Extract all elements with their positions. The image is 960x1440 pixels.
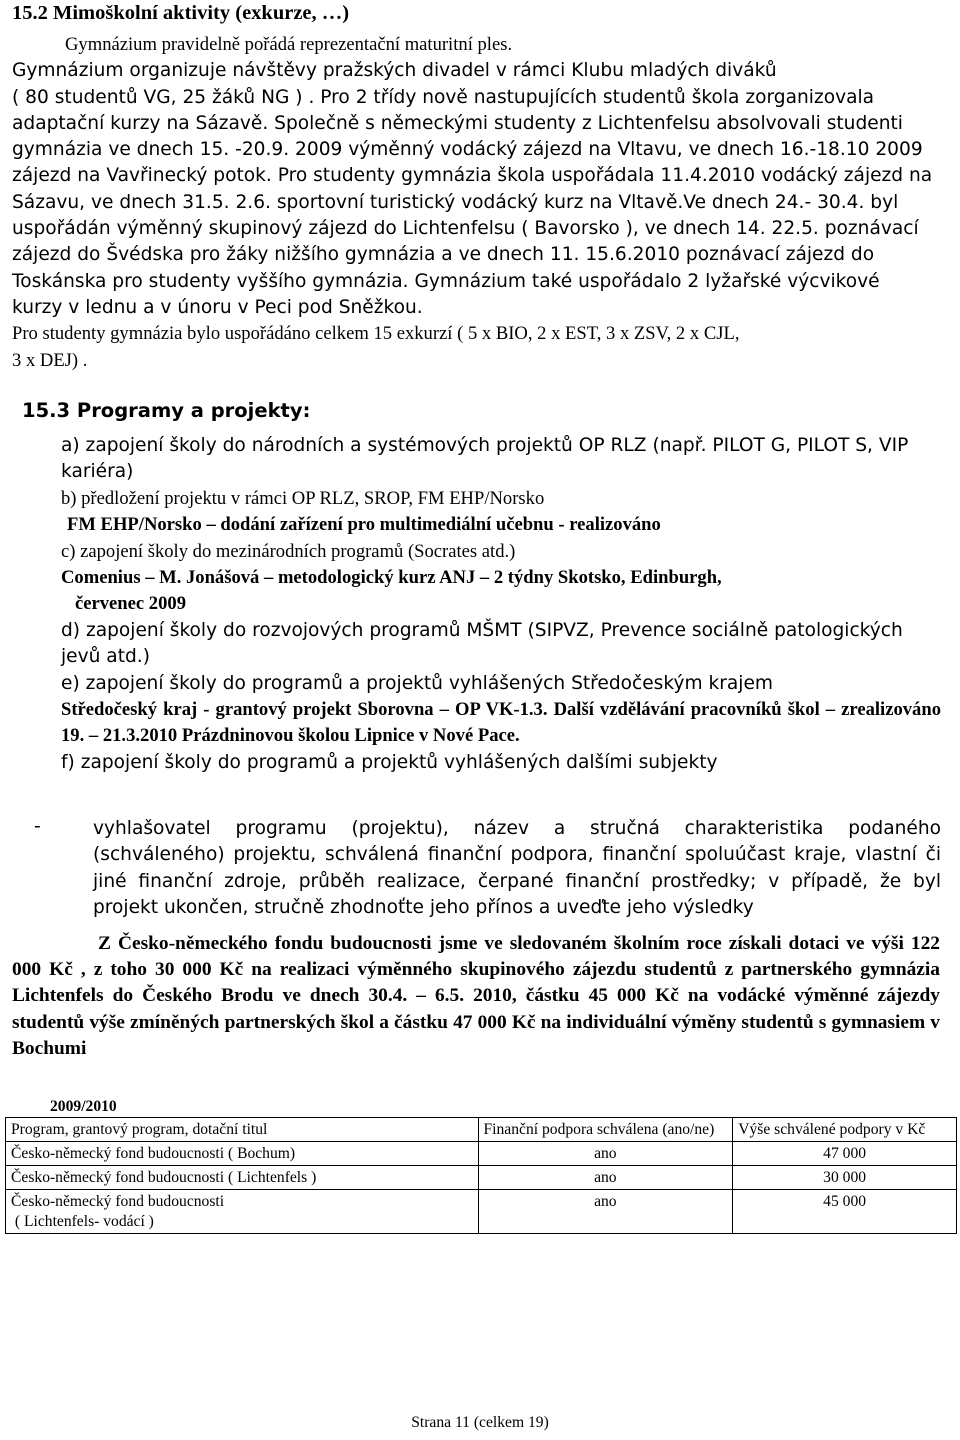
table-row xyxy=(6,1166,957,1190)
cell-amount: 47 000 xyxy=(733,1142,957,1166)
paragraph-line: Sázavu, ve dnech 31.5. 2.6. sportovní turistický vodácký kurz na Vltavě.Ve dnech 24.- 30.4. byl xyxy=(12,191,899,213)
cell-program: Česko-německý fond budoucnosti ( Lichtenfels ) xyxy=(6,1166,479,1190)
item-d: d) zapojení školy do rozvojových programů MŠMT (SIPVZ, Prevence sociálně patologických jevů atd.) xyxy=(61,619,903,668)
cell-approved: ano xyxy=(478,1190,733,1234)
paragraph-line: zájezd na Vavřinecký potok. Pro studenty gymnázia škola uspořádala 11.4.2010 vodácký zájezd na xyxy=(12,165,933,187)
programs-list xyxy=(61,433,941,776)
table-header-row xyxy=(6,1118,957,1142)
paragraph-line: 3 x DEJ) . xyxy=(12,349,88,371)
grant-table xyxy=(5,1117,957,1234)
item-a: a) zapojení školy do národních a systémových projektů OP RLZ (např. PILOT G, PILOT S, VIP kariéra) xyxy=(61,435,909,483)
paragraph-line: adaptační kurzy na Sázavě. Společně s německými studenty z Lichtenfelsu absolvovali studenti xyxy=(12,112,903,134)
cell-program: Česko-německý fond budoucnosti ( Bochum) xyxy=(6,1142,479,1166)
item-b-result: FM EHP/Norsko – dodání zařízení pro multimediální učebnu - realizováno xyxy=(67,514,661,536)
item-c: c) zapojení školy do mezinárodních programů (Socrates atd.) xyxy=(61,540,516,562)
paragraph-line: ( 80 studentů VG, 25 žáků NG ) . Pro 2 třídy nově nastupujících studentů škola zorganizovala xyxy=(12,86,875,108)
page-footer: Strana 11 (celkem 19) xyxy=(411,1414,549,1431)
item-b: b) předložení projektu v rámci OP RLZ, SROP, FM EHP/Norsko xyxy=(61,487,545,509)
paragraph-line: uspořádán výměnný skupinový zájezd do Lichtenfelsu ( Bavorsko ), ve dnech 14. 22.5. poznávací xyxy=(12,218,919,240)
item-e-project: Středočeský kraj - grantový projekt Sborovna – OP VK-1.3. Další vzdělávání pracovníků škol – zrealizováno 19. – 21.3.2010 Prázdninovou školou Lipnice v Nové Pace. xyxy=(61,699,941,747)
paragraph-line: Gymnázium organizuje návštěvy pražských divadel v rámci Klubu mladých diváků xyxy=(12,60,777,82)
dash-item-text: vyhlašovatel programu (projektu), název a stručná charakteristika podaného (schváleného) projektu, schválená finanční podpora, finanční spoluúčast kraje, vlastní či jiné finanční zdroje, průběh realizace, čerpané finanční prostředky; v případě, že byl projekt ukončen, stručně zhodnoťte jeho přínos a uveďte jeho výsledky xyxy=(93,818,941,919)
table-row xyxy=(6,1190,957,1234)
header-amount: Výše schválené podpory v Kč xyxy=(733,1118,957,1142)
fund-paragraph: Z Česko-německého fondu budoucnosti jsme ve sledovaném školním roce získali dotaci ve výši 122 000 Kč , z toho 30 000 Kč na realizaci výměnného skupinového zájezdu studentů z partnerského gymnázia Lichtenfels do Českého Brodu ve dnech 30.4. – 6.5. 2010, částku 45 000 Kč na vodácké výměnné zájezdy studentů výše zmíněných partnerských škol a částku 47 000 Kč na individuální výměny studentů s gymnasiem v Bochumi xyxy=(12,933,940,1059)
comenius-line: Comenius – M. Jonášová – metodologický kurz ANJ – 2 týdny Skotsko, Edinburgh, xyxy=(61,567,722,589)
cell-approved: ano xyxy=(478,1166,733,1190)
header-approved: Finanční podpora schválena (ano/ne) xyxy=(478,1118,733,1142)
paragraph-line: Pro studenty gymnázia bylo uspořádáno celkem 15 exkurzí ( 5 x BIO, 2 x EST, 3 x ZSV, 2 x CJL, xyxy=(12,323,740,345)
paragraph-line: kurzy v lednu a v únoru v Peci pod Sněžkou. xyxy=(12,296,423,318)
cell-program-line1: Česko-německý fond budoucnosti xyxy=(11,1193,225,1210)
table-row xyxy=(6,1142,957,1166)
header-program: Program, grantový program, dotační titul xyxy=(6,1118,479,1142)
cell-program xyxy=(6,1190,479,1234)
item-f: f) zapojení školy do programů a projektů vyhlášených dalšími subjekty xyxy=(61,751,718,773)
cell-program-line2: ( Lichtenfels- vodácí ) xyxy=(11,1213,154,1230)
paragraph-line: gymnázia ve dnech 15. -20.9. 2009 výměnný vodácký zájezd na Vltavu, ve dnech 16.-18.10 2009 xyxy=(12,139,923,161)
cell-amount: 45 000 xyxy=(733,1190,957,1234)
cell-approved: ano xyxy=(478,1142,733,1166)
extracurricular-paragraph xyxy=(12,32,944,374)
paragraph-line: Toskánska pro studenty vyššího gymnázia. Gymnázium také uspořádalo 2 lyžařské výcvikové xyxy=(12,270,880,292)
list-dash: - xyxy=(34,816,41,837)
section-heading-15-3: 15.3 Programy a projekty: xyxy=(22,399,311,422)
item-e: e) zapojení školy do programů a projektů vyhlášených Středočeským krajem xyxy=(61,672,774,694)
comenius-date: červenec 2009 xyxy=(75,593,186,615)
section-heading-15-2: 15.2 Mimoškolní aktivity (exkurze, …) xyxy=(12,2,350,24)
paragraph-line: Gymnázium pravidelně pořádá reprezentační maturitní ples. xyxy=(65,34,513,55)
paragraph-line: zájezd do Švédska pro žáky nižšího gymnázia a ve dnech 11. 15.6.2010 poznávací zájezd do xyxy=(12,244,875,266)
cell-amount: 30 000 xyxy=(733,1166,957,1190)
table-year: 2009/2010 xyxy=(50,1098,117,1115)
